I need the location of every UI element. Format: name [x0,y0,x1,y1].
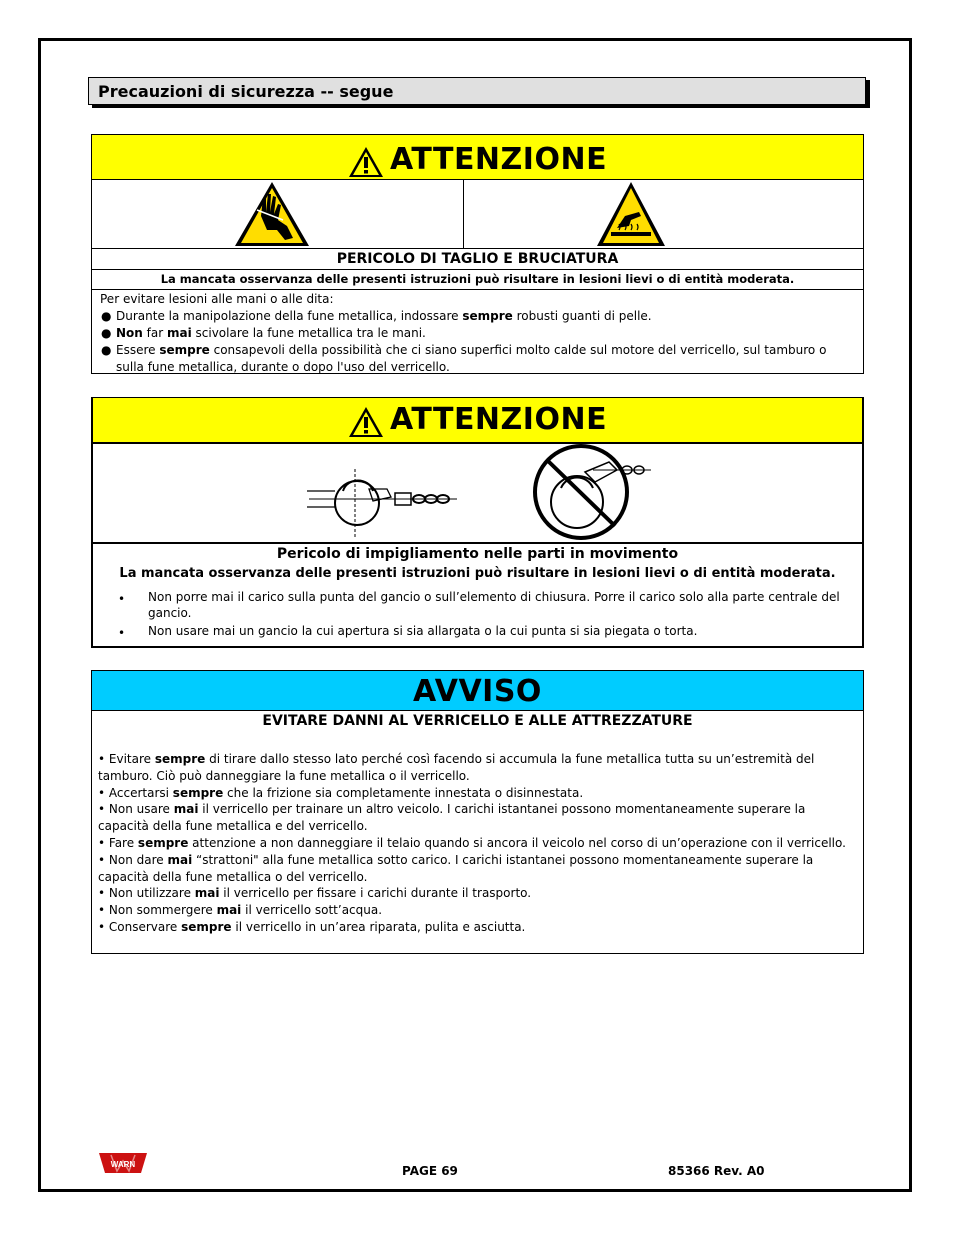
notice-instructions [92,749,863,936]
list-item: • Non usare mai il verricello per trainare un altro veicolo. I carichi istantanei possono momentaneamente superare la capacità della fune metallica e del verricello. [98,802,806,834]
hand-cut-hazard-icon [233,180,311,248]
list-item: • Non utilizzare mai il verricello per fissare i carichi durante il trasporto. [98,886,532,901]
section-header-text: Precauzioni di sicurezza -- segue [98,82,394,101]
list-item: • Evitare sempre di tirare dallo stesso lato perché così facendo si accumula la fune metallica tutta su un’estremità del tamburo. Ciò può danneggiare la fune metallica o il verricello. [98,752,815,783]
hook-incorrect-load-prohibited-icon [523,444,655,542]
list-item: • Accertarsi sempre che la frizione sia completamente innestata o disinnestata. [98,785,584,800]
list-item: • Fare sempre attenzione a non danneggiare il telaio quando si ancora il veicolo nel corso di un’operazione con il verricello. [98,835,846,850]
warning-box-entanglement [91,397,864,648]
page-number: PAGE 69 [402,1164,458,1178]
warning-banner [92,135,863,179]
list-item: • Non sommergere mai il verricello sott’acqua. [98,903,383,918]
notice-subtitle: EVITARE DANNI AL VERRICELLO E ALLE ATTREZZATURE [262,713,693,729]
hook-illustration-row [93,444,862,544]
list-item: • Conservare sempre il verricello in un’area riparata, pulita e asciutta. [98,919,526,934]
notice-title: AVVISO [413,674,542,709]
list-item: ● Non far mai scivolare la fune metallica tra le mani. [101,326,426,340]
warning-title: ATTENZIONE [389,402,608,437]
hook-correct-load-icon [307,469,457,539]
hazard-title: Pericolo di impigliamento nelle parti in movimento [276,546,679,562]
warn-logo [97,1151,149,1177]
instructions-list [100,308,855,376]
hot-surface-hand-icon [595,180,667,248]
doc-revision: 85366 Rev. A0 [668,1164,765,1178]
logo-text: WARN [110,1160,136,1169]
warning-triangle-icon [348,146,384,178]
list-item: ● Durante la manipolazione della fune metallica, indossare sempre robusti guanti di pelle. [101,309,652,323]
notice-banner [92,671,863,711]
hazard-instructions [93,585,862,639]
list-item: ● Essere sempre consapevoli della possibilità che ci siano superfici molto calde sul motore del verricello, sul tamburo o sulla fune metallica, durante o dopo l'uso del verricello. [101,343,827,374]
warning-triangle-icon [348,406,384,438]
hazard-title: PERICOLO DI TAGLIO E BRUCIATURA [92,248,863,269]
notice-box [91,670,864,954]
list-item: • Non dare mai “strattoni" alla fune metallica sotto carico. I carichi istantanei possono momentaneamente superare la capacità della fune metallica o del verricello. [98,852,814,884]
warning-banner [93,398,862,444]
hazard-consequence: La mancata osservanza delle presenti istruzioni può risultare in lesioni lievi o di entità moderata. [92,269,863,289]
warning-box-cut-burn [91,134,864,374]
instructions-list [118,589,858,640]
list-item: • Non usare mai un gancio la cui apertura si sia allargata o la cui punta si sia piegata o torta. [118,624,698,640]
section-header [88,77,866,105]
instructions-intro: Per evitare lesioni alle mani o alle dita: [100,292,334,306]
hazard-instructions [92,289,863,374]
hazard-consequence: La mancata osservanza delle presenti istruzioni può risultare in lesioni lievi o di entità moderata. [119,566,836,581]
list-item: • Non porre mai il carico sulla punta del gancio o sull’elemento di chiusura. Porre il carico solo alla parte centrale del gancio. [118,590,840,620]
warning-title: ATTENZIONE [389,142,608,177]
warning-icons-row [92,179,863,248]
